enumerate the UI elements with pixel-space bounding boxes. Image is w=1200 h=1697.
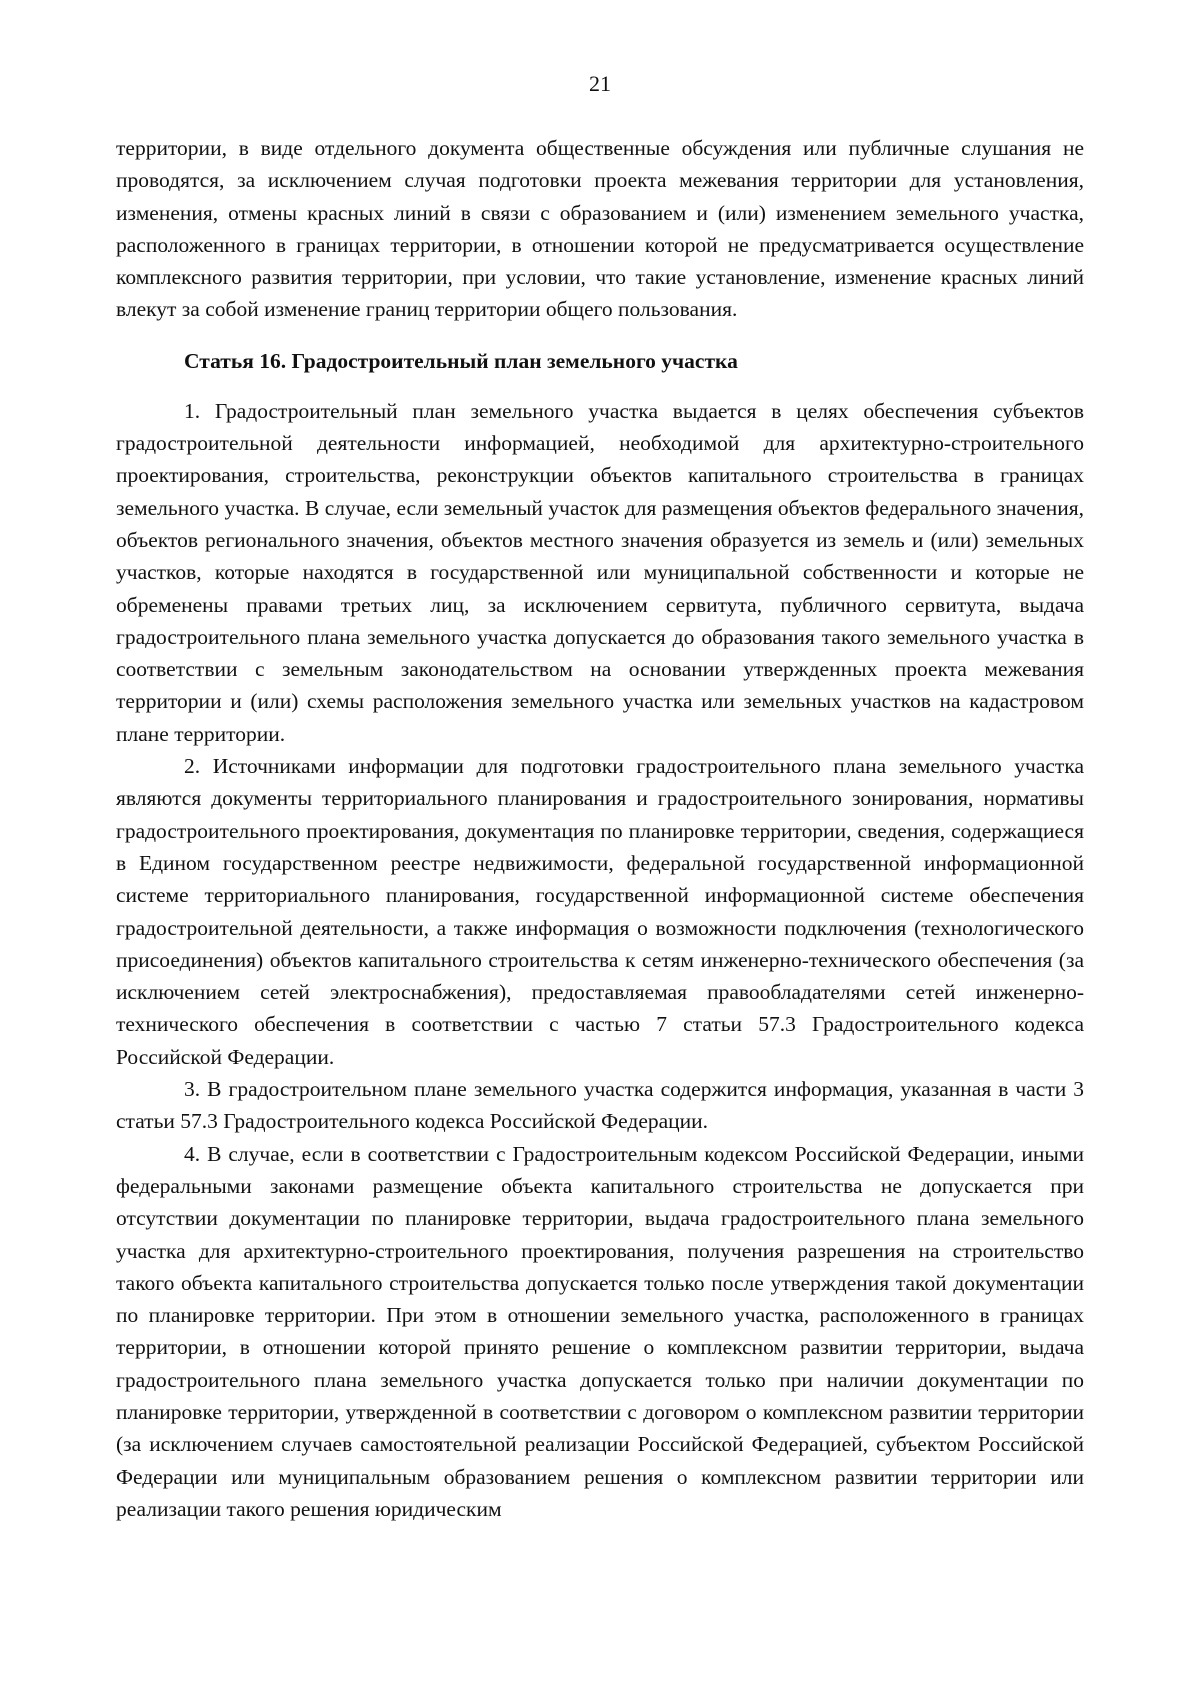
- article-heading: Статья 16. Градостроительный план земельного участка: [184, 348, 738, 373]
- article-paragraph-4: 4. В случае, если в соответствии с Градостроительным кодексом Российской Федерации, иными федеральными законами размещение объекта капитального строительства не допускается при отсутствии документации по планировке территории, выдача градостроительного плана земельного участка для архитектурно-строительного проектирования, получения разрешения на строительство такого объекта капитального строительства допускается только после утверждения такой документации по планировке территории. При этом в отношении земельного участка, расположенного в границах территории, в отношении которой принято решение о комплексном развитии территории, выдача градостроительного плана земельного участка допускается только при наличии документации по планировке территории, утвержденной в соответствии с договором о комплексном развитии территории (за исключением случаев самостоятельной реализации Российской Федерацией, субъектом Российской Федерации или муниципальным образованием решения о комплексном развитии территории или реализации такого решения юридическим: [116, 1141, 1084, 1521]
- document-page: [116, 70, 1084, 1525]
- page-number: 21: [589, 71, 611, 96]
- article-paragraph-2: 2. Источниками информации для подготовки градостроительного плана земельного участка являются документы территориального планирования и градостроительного зонирования, нормативы градостроительного проектирования, документация по планировке территории, сведения, содержащиеся в Едином государственном реестре недвижимости, федеральной государственной информационной системе территориального планирования, государственной информационной системе обеспечения градостроительной деятельности, а также информация о возможности подключения (технологического присоединения) объектов капитального строительства к сетям инженерно-технического обеспечения (за исключением сетей электроснабжения), предоставляемая правообладателями сетей инженерно-технического обеспечения в соответствии с частью 7 статьи 57.3 Градостроительного кодекса Российской Федерации.: [116, 754, 1084, 1069]
- article-paragraph-1: 1. Градостроительный план земельного участка выдается в целях обеспечения субъектов градостроительной деятельности информацией, необходимой для архитектурно-строительного проектирования, строительства, реконструкции объектов капитального строительства в границах земельного участка. В случае, если земельный участок для размещения объектов федерального значения, объектов регионального значения, объектов местного значения образуется из земель и (или) земельных участков, которые находятся в государственной или муниципальной собственности и которые не обременены правами третьих лиц, за исключением сервитута, публичного сервитута, выдача градостроительного плана земельного участка допускается до образования такого земельного участка в соответствии с земельным законодательством на основании утвержденных проекта межевания территории и (или) схемы расположения земельного участка или земельных участков на кадастровом плане территории.: [116, 398, 1084, 746]
- article-paragraph-3: 3. В градостроительном плане земельного участка содержится информация, указанная в части 3 статьи 57.3 Градостроительного кодекса Российской Федерации.: [116, 1077, 1084, 1134]
- intro-paragraph: территории, в виде отдельного документа общественные обсуждения или публичные слушания не проводятся, за исключением случая подготовки проекта межевания территории для установления, изменения, отмены красных линий в связи с образованием и (или) изменением земельного участка, расположенного в границах территории, в отношении которой не предусматривается осуществление комплексного развития территории, при условии, что такие установление, изменение красных линий влекут за собой изменение границ территории общего пользования.: [116, 136, 1084, 322]
